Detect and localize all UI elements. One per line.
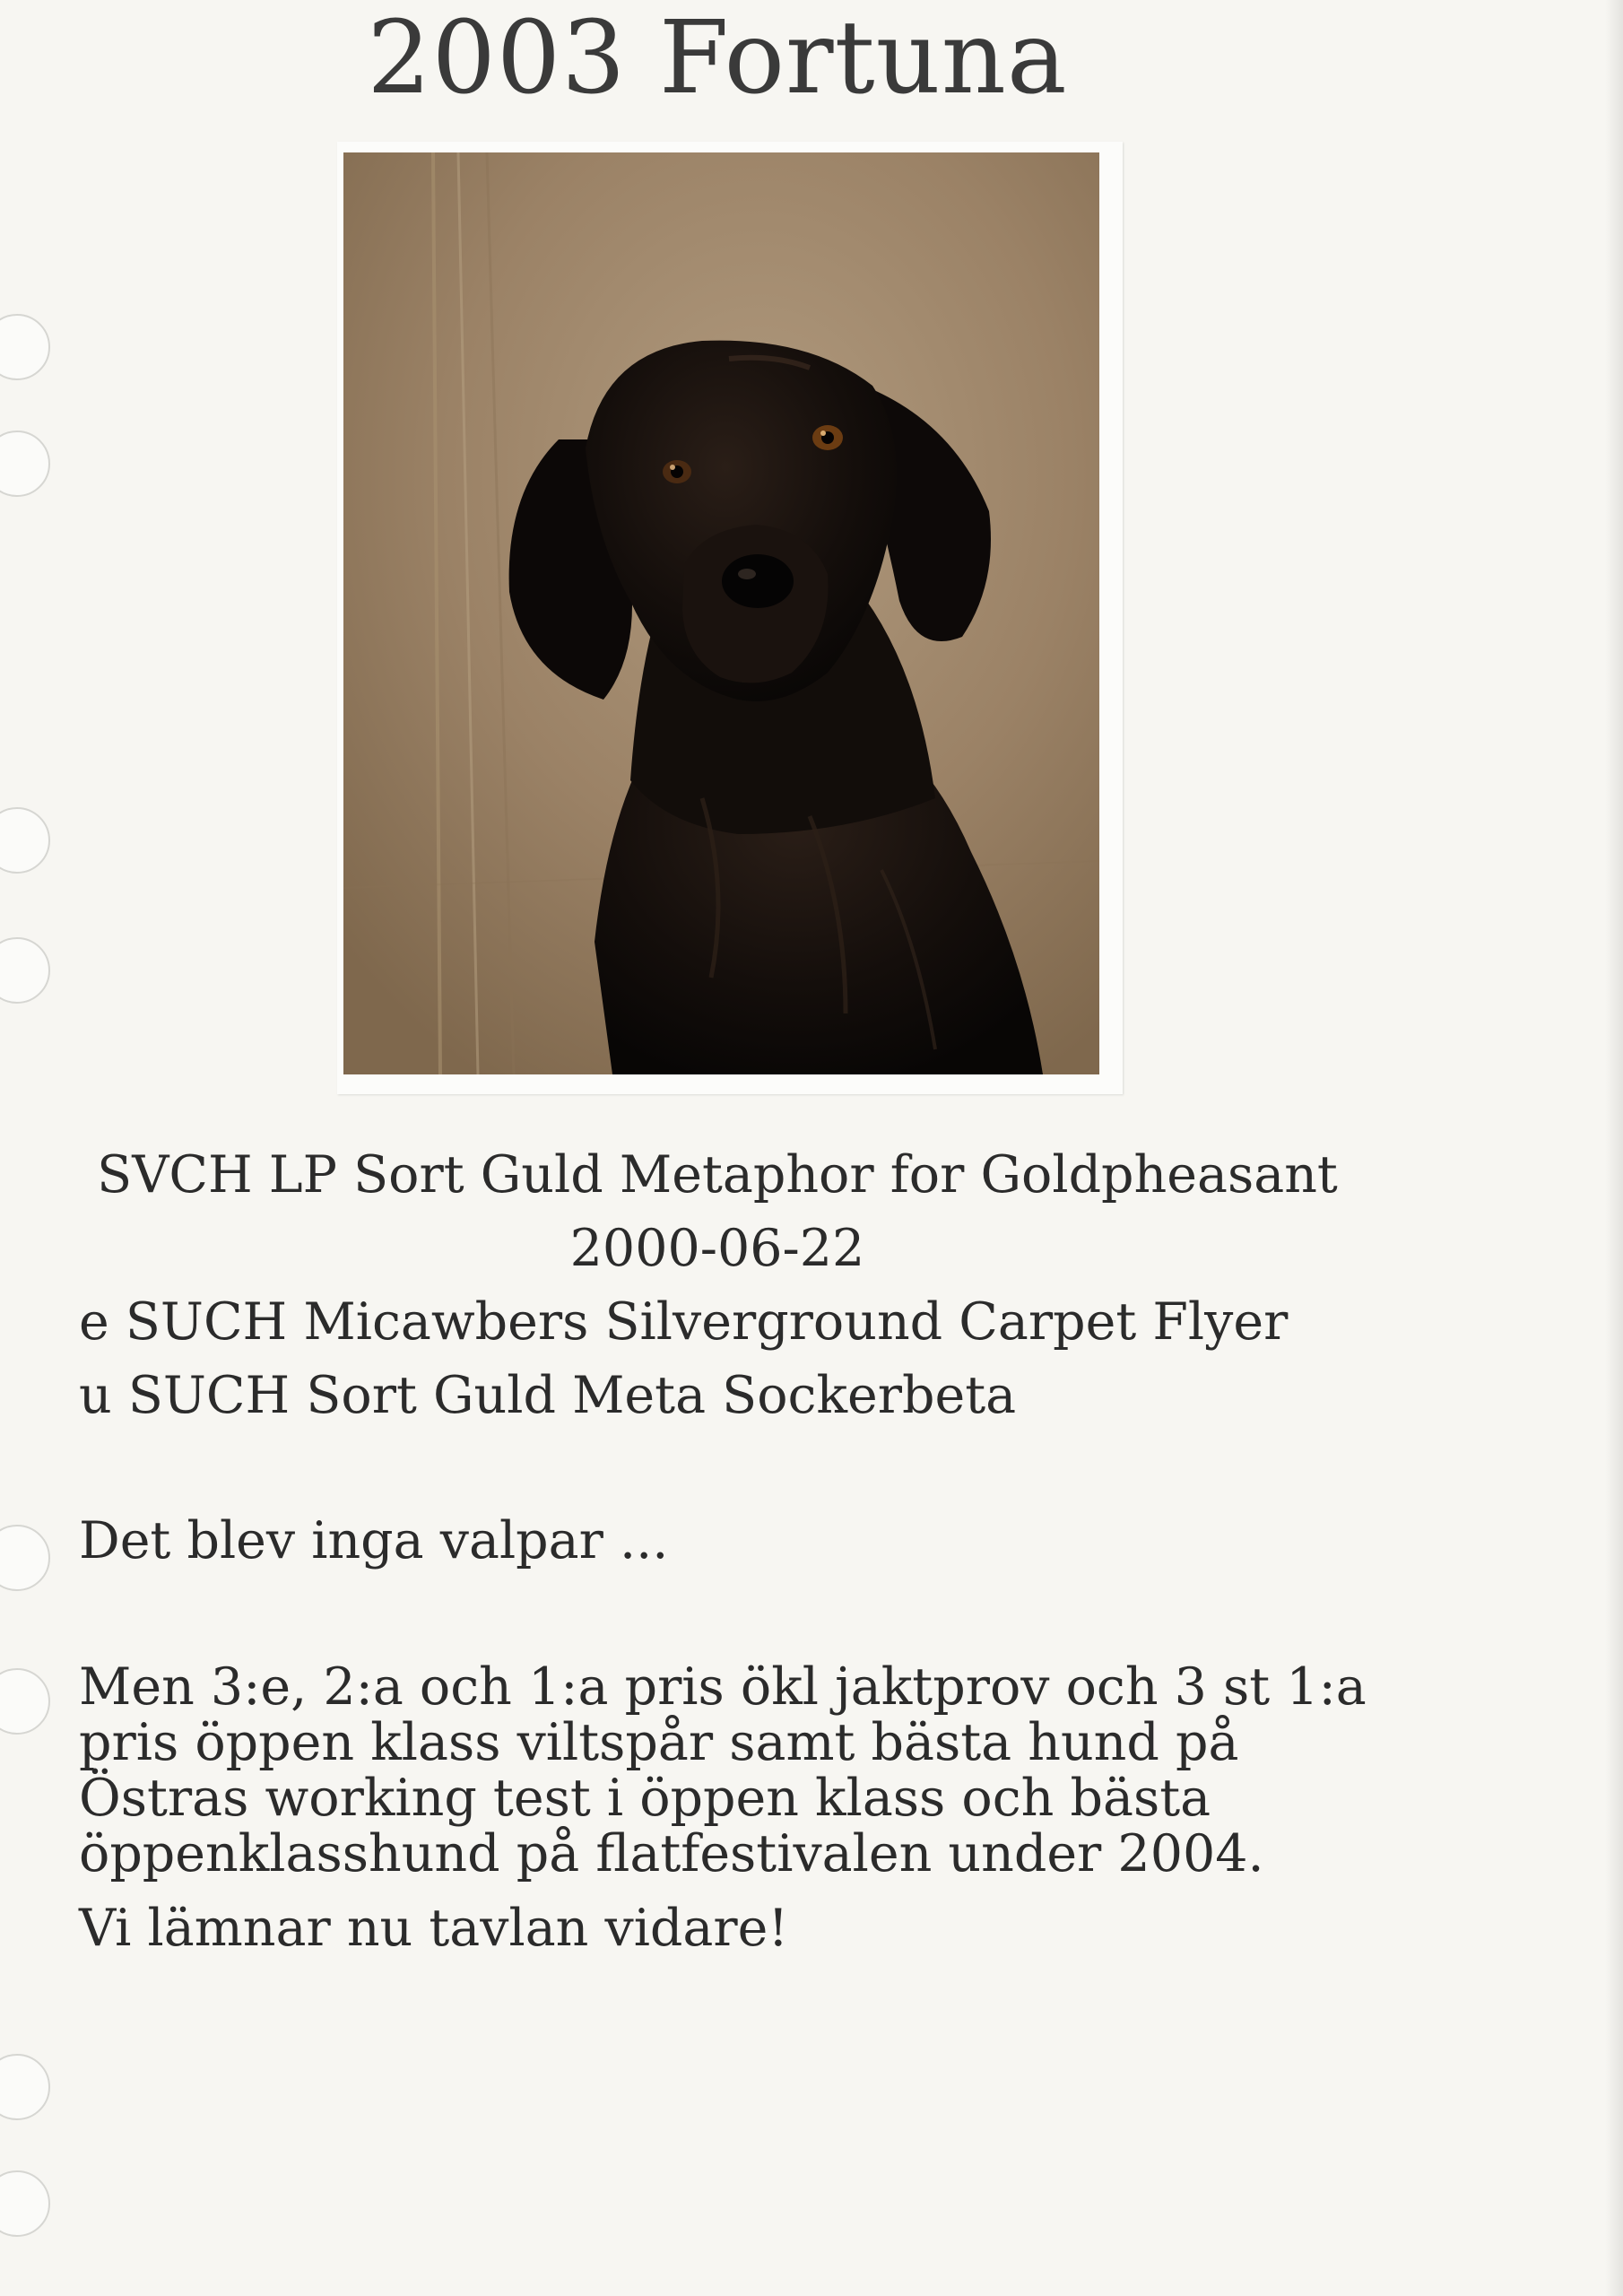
punch-hole: [0, 937, 50, 1004]
sire: e SUCH Micawbers Silverground Carpet Flyer: [79, 1292, 1289, 1352]
achievements-line: pris öppen klass viltspår samt bästa hund på: [79, 1713, 1239, 1772]
punch-hole: [0, 2170, 50, 2237]
punch-hole: [0, 1525, 50, 1591]
dog-photo: [343, 152, 1099, 1074]
closing-text: Vi lämnar nu tavlan vidare!: [79, 1899, 789, 1958]
page-title: 2003 Fortuna: [367, 0, 1068, 117]
achievements-line: öppenklasshund på flatfestivalen under 2004.: [79, 1824, 1264, 1883]
punch-hole: [0, 1668, 50, 1735]
dam: u SUCH Sort Guld Meta Sockerbeta: [79, 1366, 1017, 1425]
punch-hole: [0, 807, 50, 874]
achievements-paragraph: [79, 1657, 1367, 1883]
punch-hole: [0, 430, 50, 497]
birth-date: 2000-06-22: [569, 1219, 865, 1278]
achievements-line: Östras working test i öppen klass och bästa: [79, 1769, 1211, 1828]
dog-name: SVCH LP Sort Guld Metaphor for Goldpheasant: [97, 1145, 1338, 1205]
punch-hole: [0, 314, 50, 380]
page-edge-shadow: [1605, 0, 1623, 2296]
dog-portrait-icon: [343, 152, 1099, 1074]
no-litter-note: Det blev inga valpar ...: [79, 1511, 669, 1570]
achievements-line: Men 3:e, 2:a och 1:a pris ökl jaktprov och 3 st 1:a: [79, 1657, 1367, 1717]
punch-hole: [0, 2054, 50, 2120]
